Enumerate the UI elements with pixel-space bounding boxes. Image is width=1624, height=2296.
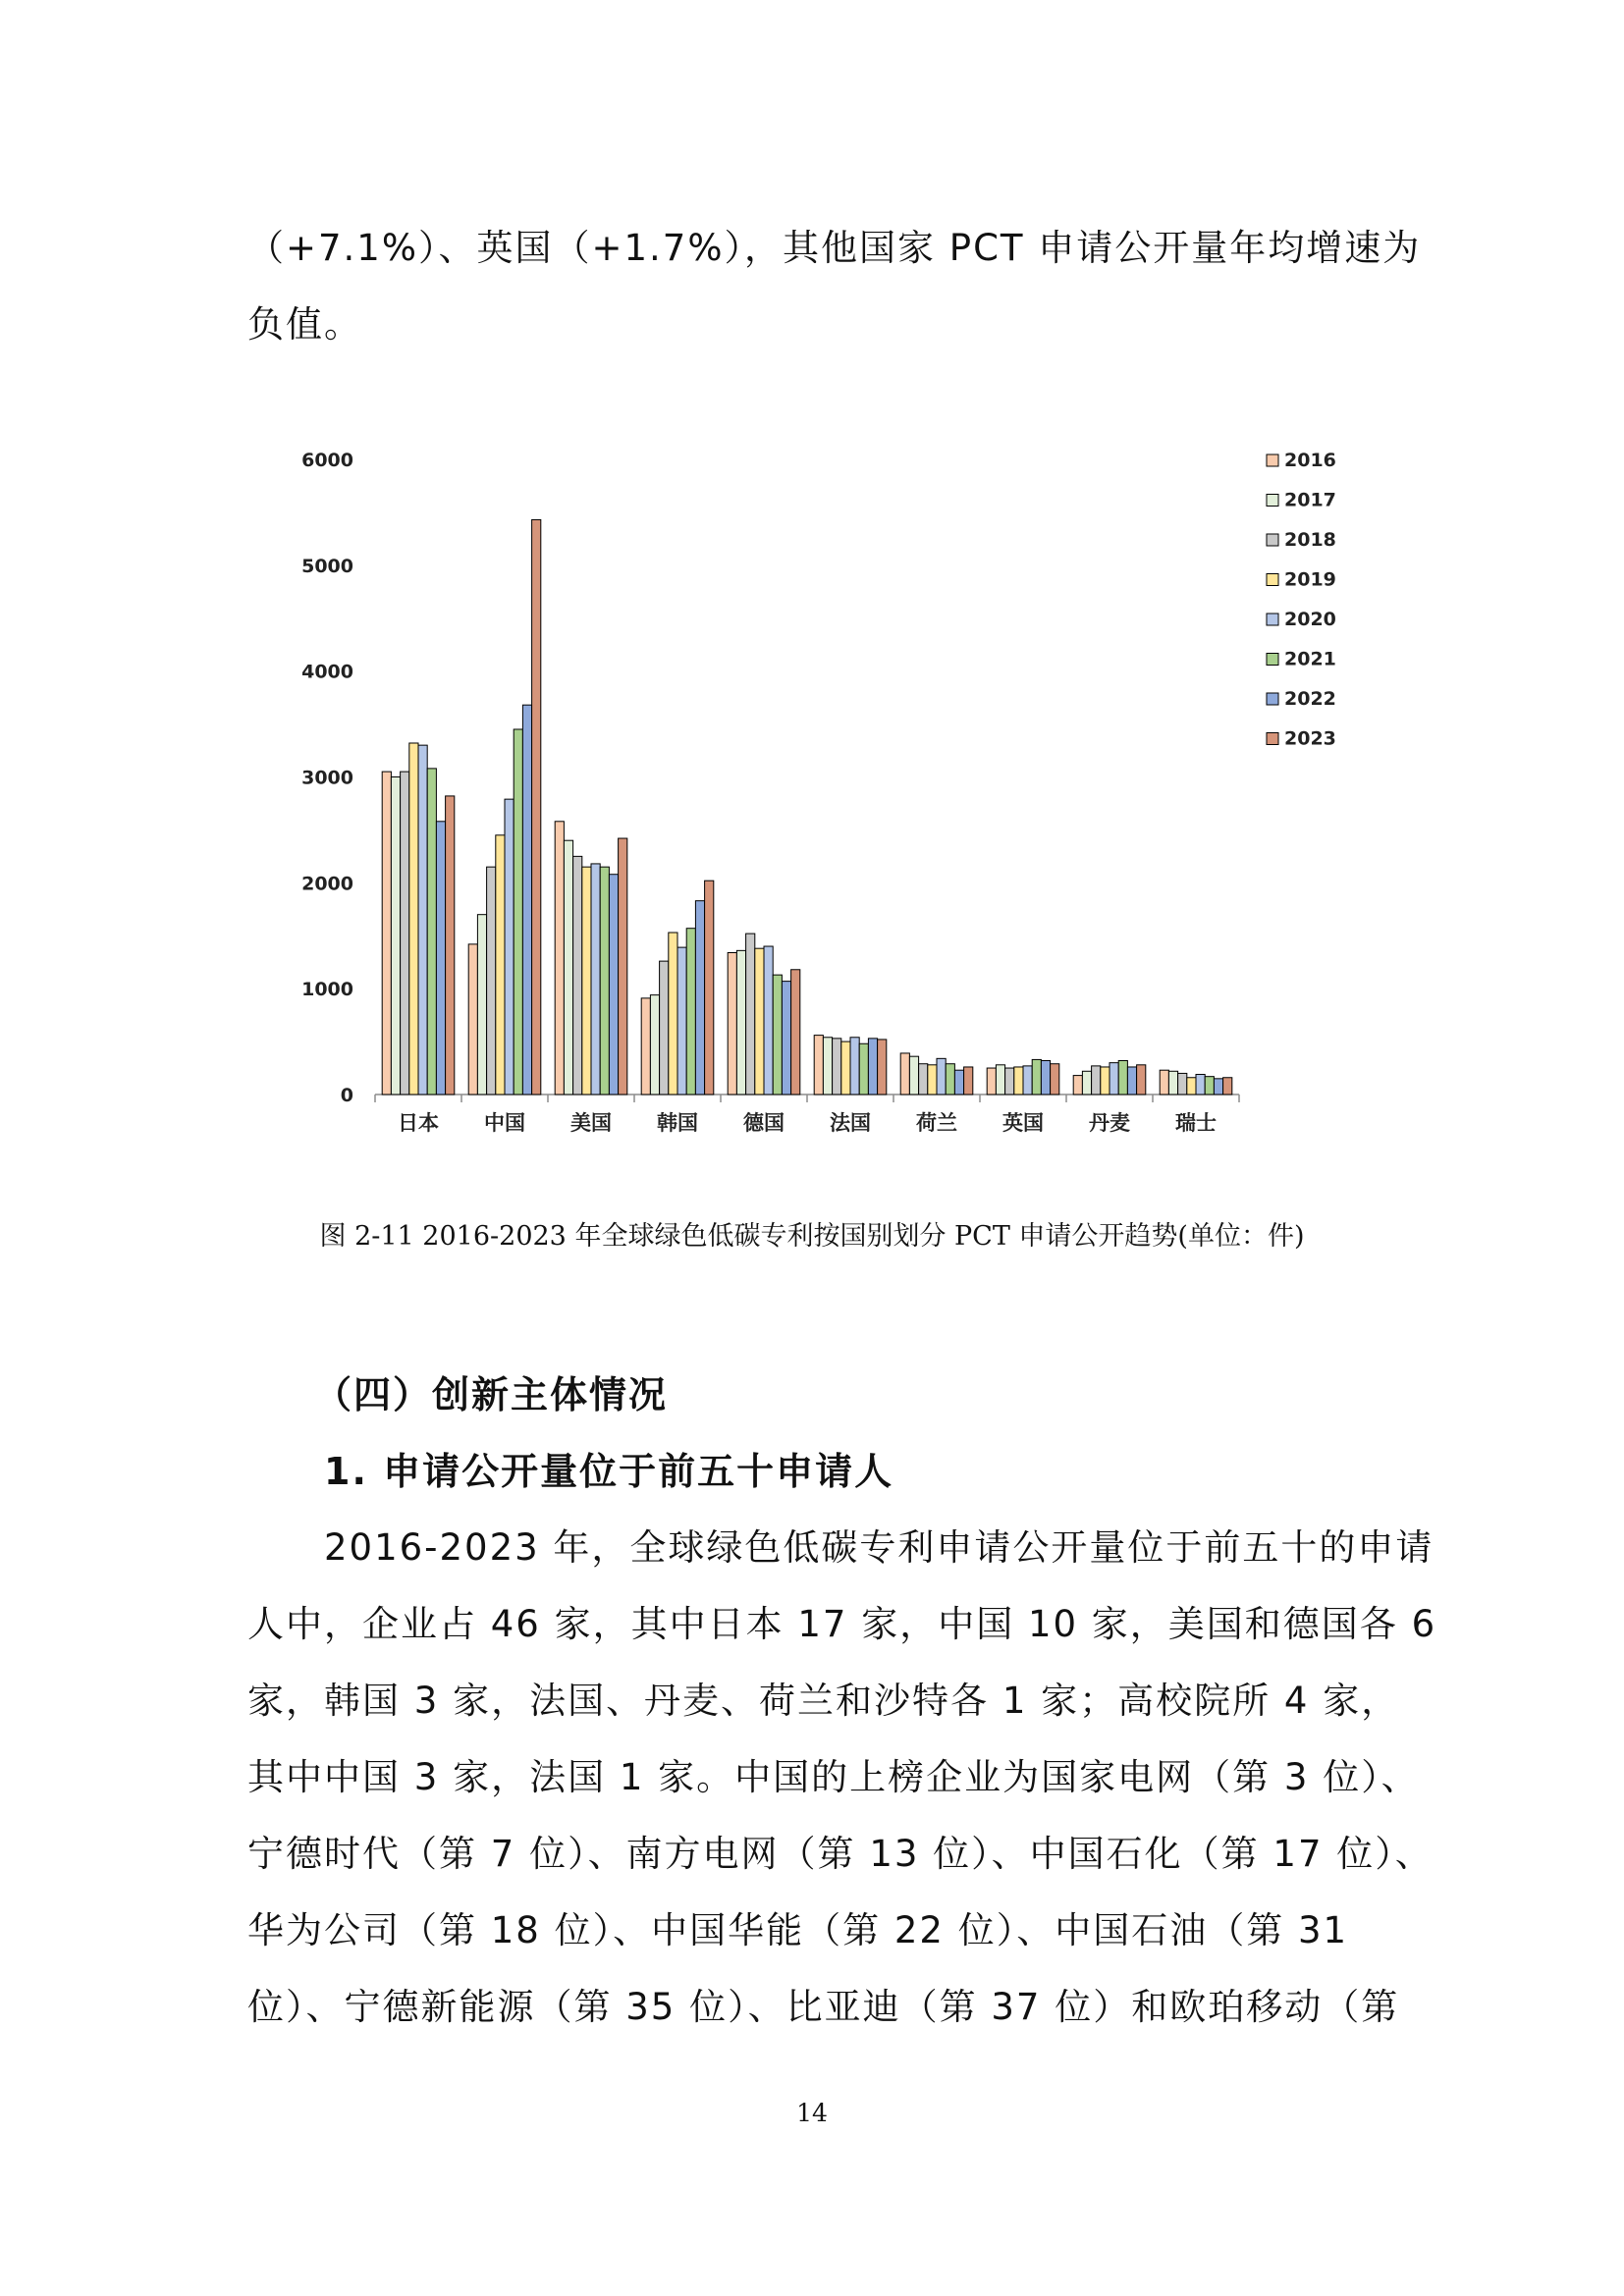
bar-2018-4 — [746, 934, 755, 1095]
bar-2022-9 — [1214, 1079, 1222, 1095]
bar-2016-1 — [468, 944, 477, 1095]
y-tick-label: 4000 — [301, 661, 353, 683]
bar-2019-6 — [928, 1065, 937, 1095]
bar-2020-5 — [850, 1038, 859, 1095]
chart-caption: 图 2-11 2016-2023 年全球绿色低碳专利按国别划分 PCT 申请公开趋势(单位：件) — [319, 1221, 1305, 1252]
x-category-label: 英国 — [1002, 1111, 1044, 1135]
bar-2021-4 — [773, 975, 782, 1095]
bar-2017-1 — [477, 915, 486, 1095]
y-tick-label: 0 — [340, 1085, 353, 1106]
bar-2018-1 — [487, 867, 496, 1095]
x-category-label: 中国 — [484, 1111, 525, 1135]
body-line-6: 华为公司（第 18 位）、中国华能（第 22 位）、中国石油（第 31 — [247, 1909, 1349, 1951]
section-heading: （四）创新主体情况 — [314, 1373, 669, 1416]
bar-2021-5 — [859, 1043, 868, 1095]
body-line-4: 其中中国 3 家，法国 1 家。中国的上榜企业为国家电网（第 3 位）、 — [247, 1756, 1420, 1798]
bar-2021-2 — [600, 867, 609, 1095]
bar-2020-1 — [505, 799, 514, 1095]
bar-2016-8 — [1073, 1076, 1082, 1095]
x-category-label: 丹麦 — [1089, 1111, 1130, 1135]
x-category-label: 法国 — [830, 1111, 871, 1135]
legend-swatch-2023 — [1267, 733, 1278, 745]
x-category-label: 荷兰 — [916, 1111, 957, 1135]
bar-2020-7 — [1023, 1066, 1032, 1095]
bar-2022-1 — [522, 705, 531, 1095]
bar-2018-7 — [1005, 1068, 1014, 1095]
y-tick-label: 5000 — [301, 555, 353, 577]
intro-line-2: 负值。 — [247, 303, 362, 346]
x-category-label: 日本 — [398, 1111, 439, 1135]
bar-2023-8 — [1137, 1065, 1146, 1095]
bar-2023-6 — [964, 1067, 973, 1095]
legend-label-2016: 2016 — [1284, 450, 1336, 471]
legend-label-2018: 2018 — [1284, 529, 1336, 551]
bar-2023-0 — [446, 796, 455, 1095]
bar-2023-7 — [1051, 1064, 1059, 1095]
legend-label-2017: 2017 — [1284, 489, 1336, 511]
bar-2017-7 — [996, 1065, 1004, 1095]
bar-2022-8 — [1127, 1067, 1136, 1095]
bar-2022-3 — [695, 901, 704, 1095]
y-tick-label: 2000 — [301, 873, 353, 895]
legend-swatch-2017 — [1267, 495, 1278, 507]
x-category-label: 德国 — [743, 1111, 785, 1135]
body-line-7: 位）、宁德新能源（第 35 位）、比亚迪（第 37 位）和欧珀移动（第 — [247, 1986, 1400, 2028]
pct-trend-bar-chart — [285, 432, 1375, 1178]
bar-2022-7 — [1041, 1060, 1050, 1095]
bar-2016-3 — [641, 998, 650, 1095]
bar-2019-0 — [409, 743, 418, 1095]
legend-swatch-2022 — [1267, 693, 1278, 705]
legend-swatch-2021 — [1267, 654, 1278, 666]
bar-2023-5 — [878, 1040, 887, 1095]
bar-2019-7 — [1014, 1067, 1023, 1095]
bar-2019-9 — [1187, 1078, 1196, 1095]
bar-2019-2 — [582, 867, 591, 1095]
bar-2017-3 — [650, 995, 659, 1095]
bar-2019-5 — [841, 1041, 850, 1095]
bar-2017-5 — [823, 1038, 832, 1095]
bar-2017-4 — [736, 950, 745, 1095]
bar-2016-0 — [382, 772, 391, 1095]
bar-2022-4 — [782, 982, 790, 1095]
bar-2016-9 — [1160, 1070, 1168, 1095]
bar-2021-7 — [1032, 1059, 1041, 1095]
bar-2021-8 — [1118, 1060, 1127, 1095]
body-line-5: 宁德时代（第 7 位）、南方电网（第 13 位）、中国石化（第 17 位）、 — [247, 1833, 1434, 1875]
bar-2021-3 — [686, 929, 695, 1095]
bar-2016-5 — [814, 1036, 823, 1095]
bar-2016-2 — [555, 822, 564, 1095]
legend-label-2023: 2023 — [1284, 727, 1336, 750]
bar-2018-9 — [1178, 1073, 1187, 1095]
bar-2021-1 — [514, 729, 522, 1095]
y-tick-label: 6000 — [301, 450, 353, 471]
bar-2017-0 — [391, 777, 400, 1095]
body-line-1: 2016-2023 年，全球绿色低碳专利申请公开量位于前五十的申请 — [324, 1526, 1435, 1569]
bar-2022-0 — [436, 822, 445, 1095]
subsection-heading: 1. 申请公开量位于前五十申请人 — [324, 1450, 894, 1493]
bar-2020-3 — [677, 947, 686, 1095]
bar-2020-2 — [591, 864, 600, 1095]
x-category-label: 瑞士 — [1175, 1111, 1217, 1135]
bar-2019-3 — [669, 933, 677, 1095]
bar-2016-4 — [728, 953, 736, 1095]
intro-line-1: （+7.1%）、英国（+1.7%），其他国家 PCT 申请公开量年均增速为 — [247, 227, 1422, 269]
bar-2022-6 — [954, 1070, 963, 1095]
bar-2022-2 — [609, 875, 618, 1095]
bar-2018-0 — [401, 772, 409, 1095]
bar-2019-8 — [1101, 1067, 1110, 1095]
bar-2023-1 — [532, 519, 541, 1095]
legend-label-2021: 2021 — [1284, 648, 1336, 670]
bar-2023-9 — [1223, 1078, 1232, 1095]
legend-swatch-2020 — [1267, 614, 1278, 625]
bar-2023-4 — [791, 970, 800, 1095]
bar-2018-5 — [833, 1039, 841, 1095]
bar-2020-0 — [418, 745, 427, 1095]
bar-2019-4 — [755, 948, 764, 1095]
bar-2017-8 — [1082, 1071, 1091, 1095]
page-number: 14 — [796, 2099, 828, 2127]
bar-2017-2 — [564, 840, 572, 1095]
bar-2021-6 — [946, 1064, 954, 1095]
bar-2020-4 — [764, 946, 773, 1095]
legend-swatch-2018 — [1267, 534, 1278, 546]
body-line-3: 家，韩国 3 家，法国、丹麦、荷兰和沙特各 1 家；高校院所 4 家， — [247, 1680, 1400, 1722]
x-category-label: 美国 — [570, 1111, 612, 1135]
bar-2020-6 — [937, 1058, 946, 1095]
bar-2022-5 — [868, 1039, 877, 1095]
bar-2019-1 — [496, 835, 505, 1095]
bar-2016-6 — [900, 1053, 909, 1095]
legend-label-2022: 2022 — [1284, 688, 1336, 710]
bar-2020-9 — [1196, 1075, 1205, 1095]
legend-label-2020: 2020 — [1284, 609, 1336, 630]
bar-2017-9 — [1168, 1071, 1177, 1095]
bar-2018-2 — [573, 856, 582, 1095]
bar-2017-6 — [909, 1056, 918, 1095]
legend-swatch-2016 — [1267, 454, 1278, 466]
bar-2018-3 — [660, 961, 669, 1095]
bar-2020-8 — [1110, 1063, 1118, 1095]
legend-label-2019: 2019 — [1284, 568, 1336, 591]
body-line-2: 人中，企业占 46 家，其中日本 17 家，中国 10 家，美国和德国各 6 — [247, 1603, 1437, 1645]
y-tick-label: 3000 — [301, 767, 353, 789]
bar-2018-6 — [919, 1064, 928, 1095]
bar-2016-7 — [987, 1068, 996, 1095]
bar-2023-3 — [705, 881, 714, 1095]
x-category-label: 韩国 — [657, 1111, 698, 1135]
bar-2023-2 — [619, 838, 627, 1095]
bar-2021-0 — [427, 769, 436, 1095]
bar-2018-8 — [1092, 1066, 1101, 1095]
legend-swatch-2019 — [1267, 574, 1278, 586]
y-tick-label: 1000 — [301, 979, 353, 1001]
bar-2021-9 — [1205, 1077, 1214, 1095]
